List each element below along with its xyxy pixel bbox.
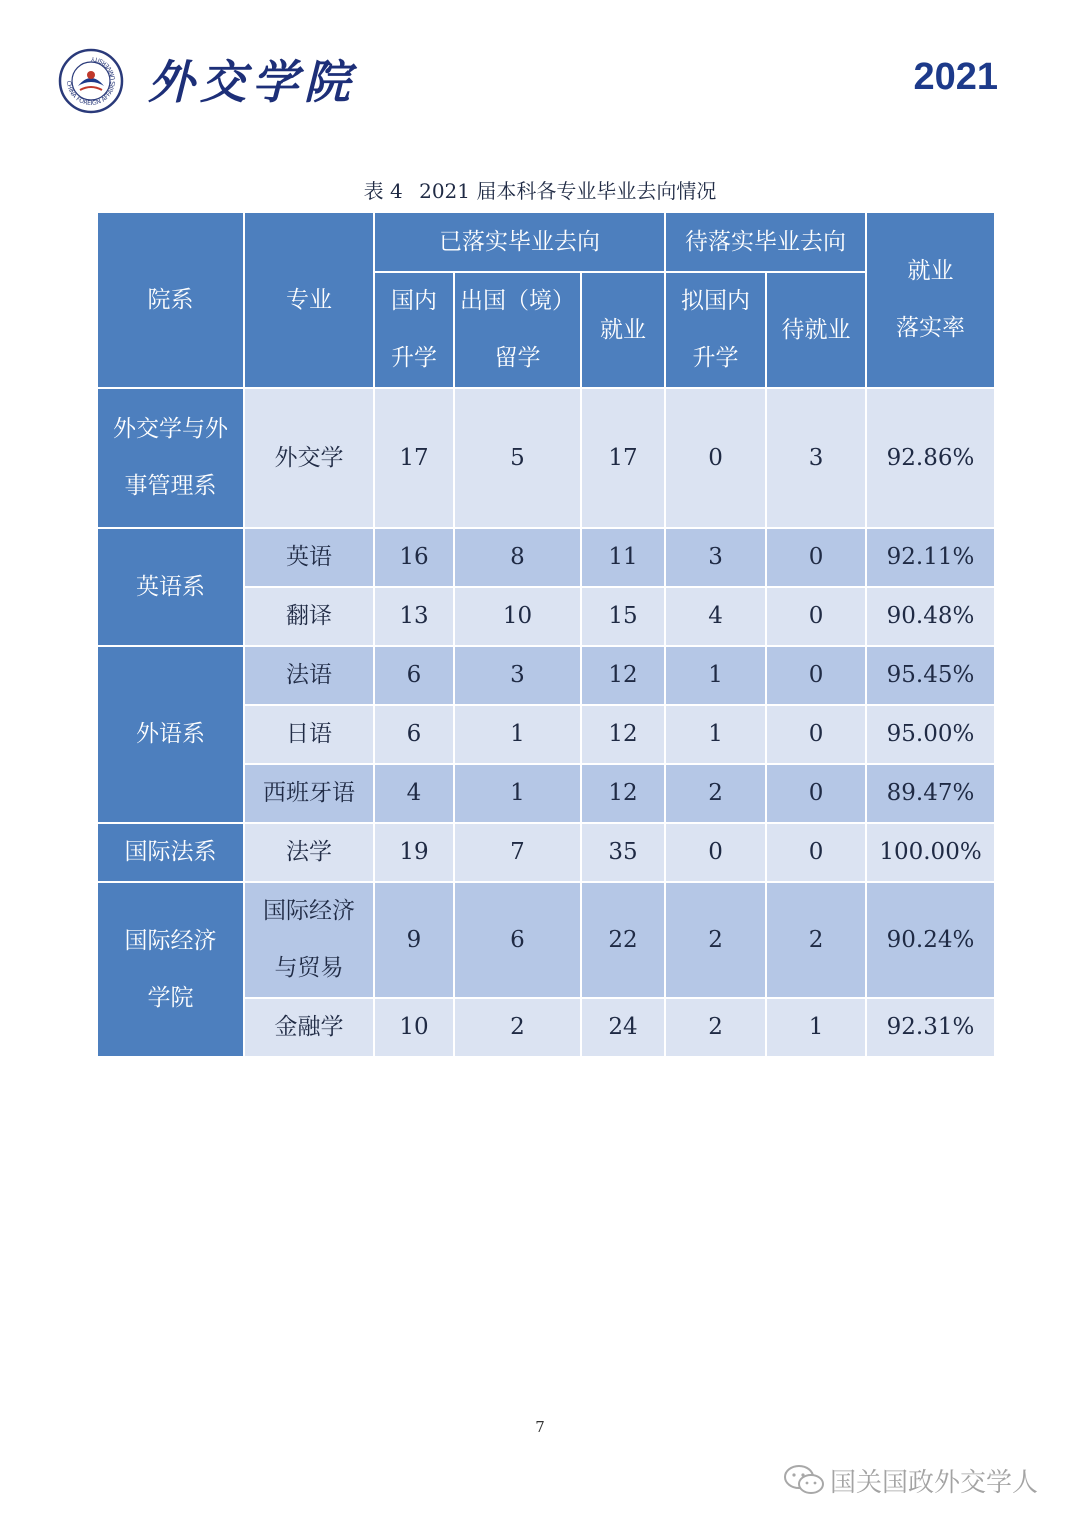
table-row: [97, 646, 995, 705]
header-domestic-study: [374, 272, 454, 388]
header-rate: [866, 212, 995, 388]
graduation-destination-table: [96, 211, 996, 1058]
header-plan-domestic: [665, 272, 766, 388]
page-number: 7: [535, 1418, 545, 1436]
table-caption: [0, 175, 1080, 204]
plan-cell: 2: [665, 764, 766, 823]
header-group-pending: 待落实毕业去向: [665, 212, 866, 272]
header-line: 拟国内: [681, 288, 751, 314]
rate-cell: 90.48%: [866, 587, 995, 646]
domestic-cell: 17: [374, 388, 454, 528]
dept-cell: [97, 388, 244, 528]
logo-ring-text: CHINA FOREIGN AFFAIRS UNIVERSITY: [64, 54, 118, 108]
abroad-cell: 2: [454, 998, 581, 1057]
abroad-cell: 10: [454, 587, 581, 646]
plan-cell: 0: [665, 823, 766, 882]
major-name-line: 与贸易: [274, 955, 344, 981]
header-line: 留学: [494, 345, 541, 371]
plan-cell: 1: [665, 705, 766, 764]
employed-cell: 12: [581, 646, 665, 705]
header-rate-line: 落实率: [896, 315, 966, 341]
dept-name-line: 英语系: [136, 573, 205, 600]
employed-cell: 35: [581, 823, 665, 882]
pending-cell: 0: [766, 528, 866, 587]
rate-cell: 92.86%: [866, 388, 995, 528]
plan-cell: 0: [665, 388, 766, 528]
header-group-done: 已落实毕业去向: [374, 212, 665, 272]
table-label: 表 4: [363, 179, 403, 203]
table-row: [97, 882, 995, 998]
plan-cell: 2: [665, 882, 766, 998]
employed-cell: 12: [581, 705, 665, 764]
abroad-cell: 1: [454, 764, 581, 823]
domestic-cell: 4: [374, 764, 454, 823]
abroad-cell: 6: [454, 882, 581, 998]
domestic-cell: 6: [374, 646, 454, 705]
dept-cell: [97, 646, 244, 823]
header-dept: 院系: [97, 212, 244, 388]
header-pending-job: 待就业: [766, 272, 866, 388]
dept-cell: [97, 823, 244, 882]
rate-cell: 90.24%: [866, 882, 995, 998]
university-name: 外交学院: [148, 55, 356, 109]
pending-cell: 0: [766, 764, 866, 823]
header-major: 专业: [244, 212, 374, 388]
major-name-line: 法语: [286, 662, 332, 688]
dept-name-line: 外语系: [136, 721, 205, 747]
major-cell: [244, 587, 374, 646]
header-line: 国内: [391, 288, 437, 314]
domestic-cell: 10: [374, 998, 454, 1057]
major-cell: [244, 882, 374, 998]
major-cell: [244, 705, 374, 764]
pending-cell: 3: [766, 388, 866, 528]
abroad-cell: 1: [454, 705, 581, 764]
table-row: [97, 388, 995, 528]
header-abroad-study: [454, 272, 581, 388]
rate-cell: 89.47%: [866, 764, 995, 823]
table-body: [97, 388, 995, 1057]
header-rate-line: 就业: [907, 258, 954, 284]
plan-cell: 2: [665, 998, 766, 1057]
watermark: [782, 1460, 1038, 1500]
dept-cell: [97, 882, 244, 1057]
domestic-cell: 13: [374, 587, 454, 646]
major-name-line: 外交学: [274, 444, 344, 471]
rate-cell: 92.31%: [866, 998, 995, 1057]
plan-cell: 3: [665, 528, 766, 587]
watermark-text: 国关国政外交学人: [830, 1467, 1039, 1498]
rate-cell: 95.45%: [866, 646, 995, 705]
major-name-line: 金融学: [274, 1014, 344, 1040]
abroad-cell: 7: [454, 823, 581, 882]
header-line: 升学: [692, 345, 739, 371]
employed-cell: 15: [581, 587, 665, 646]
major-cell: [244, 764, 374, 823]
major-name-line: 翻译: [286, 603, 332, 629]
dept-cell: [97, 528, 244, 646]
pending-cell: 0: [766, 587, 866, 646]
major-name-line: 国际经济: [263, 898, 355, 924]
page-header: [58, 42, 1000, 122]
employed-cell: 11: [581, 528, 665, 587]
university-logo: [58, 48, 124, 114]
domestic-cell: 6: [374, 705, 454, 764]
major-name-line: 法学: [286, 839, 332, 865]
major-cell: [244, 646, 374, 705]
pending-cell: 2: [766, 882, 866, 998]
major-cell: [244, 823, 374, 882]
employed-cell: 17: [581, 388, 665, 528]
dept-name-line: 外交学与外: [113, 416, 228, 442]
abroad-cell: 3: [454, 646, 581, 705]
header-employed: 就业: [581, 272, 665, 388]
domestic-cell: 19: [374, 823, 454, 882]
table-title: 2021 届本科各专业毕业去向情况: [419, 179, 717, 203]
employed-cell: 24: [581, 998, 665, 1057]
dept-name-line: 国际法系: [124, 839, 217, 865]
table-row: [97, 528, 995, 587]
major-name-line: 日语: [286, 721, 332, 747]
employed-cell: 12: [581, 764, 665, 823]
major-cell: [244, 528, 374, 587]
abroad-cell: 8: [454, 528, 581, 587]
major-cell: [244, 998, 374, 1057]
rate-cell: 100.00%: [866, 823, 995, 882]
table-row: [97, 823, 995, 882]
rate-cell: 92.11%: [866, 528, 995, 587]
wechat-icon: [782, 1463, 826, 1497]
employed-cell: 22: [581, 882, 665, 998]
dept-name-line: 事管理系: [124, 473, 217, 499]
domestic-cell: 9: [374, 882, 454, 998]
pending-cell: 0: [766, 823, 866, 882]
abroad-cell: 5: [454, 388, 581, 528]
major-cell: [244, 388, 374, 528]
table-head: [97, 212, 995, 388]
plan-cell: 1: [665, 646, 766, 705]
header-line: 出国（境）: [460, 288, 575, 314]
plan-cell: 4: [665, 587, 766, 646]
dept-name-line: 国际经济: [124, 927, 217, 954]
major-name-line: 西班牙语: [263, 780, 355, 806]
domestic-cell: 16: [374, 528, 454, 587]
pending-cell: 0: [766, 705, 866, 764]
major-name-line: 英语: [286, 544, 332, 570]
pending-cell: 0: [766, 646, 866, 705]
report-year: 2021: [913, 56, 998, 98]
rate-cell: 95.00%: [866, 705, 995, 764]
header-line: 升学: [391, 345, 437, 371]
pending-cell: 1: [766, 998, 866, 1057]
dept-name-line: 学院: [147, 984, 194, 1011]
